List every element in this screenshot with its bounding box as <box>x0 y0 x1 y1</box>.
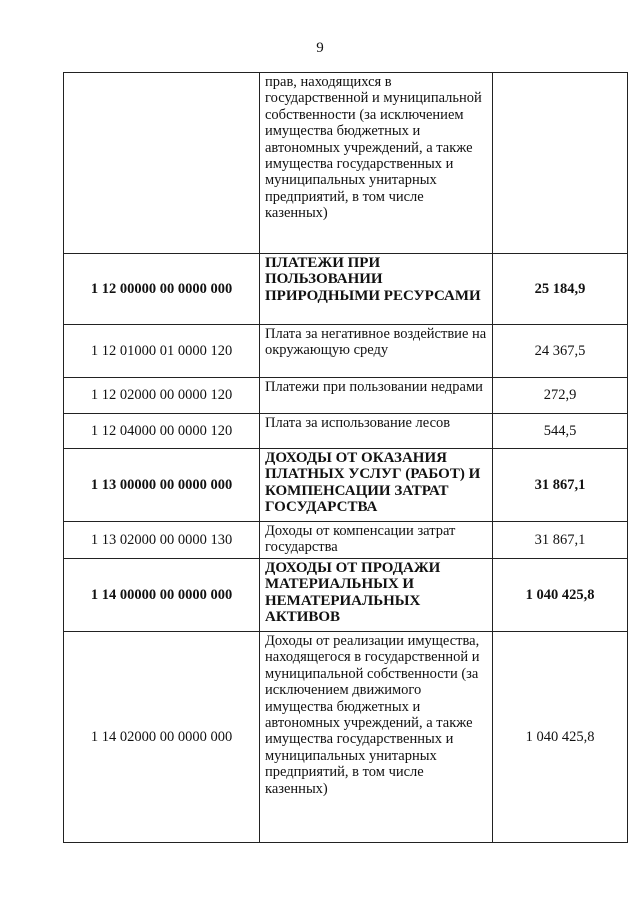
revenue-name: прав, находящихся в государственной и муниципальной собственности (за исключением имущества бюджетных и автономных учреждений, а также имущества государственных и муниципальных унитарных предприятий, в том числе казенных) <box>260 73 493 254</box>
revenue-amount: 31 867,1 <box>493 449 628 522</box>
revenue-amount: 1 040 425,8 <box>493 559 628 632</box>
revenue-name: ПЛАТЕЖИ ПРИ ПОЛЬЗОВАНИИ ПРИРОДНЫМИ РЕСУРСАМИ <box>260 254 493 325</box>
table-row <box>64 632 628 843</box>
table-row <box>64 325 628 378</box>
table-row <box>64 559 628 632</box>
revenue-amount: 31 867,1 <box>493 522 628 559</box>
table-row <box>64 378 628 414</box>
table-row <box>64 73 628 254</box>
revenue-name: Плата за использование лесов <box>260 414 493 449</box>
revenue-name: Доходы от компенсации затрат государства <box>260 522 493 559</box>
budget-code: 1 12 00000 00 0000 000 <box>64 254 260 325</box>
budget-code <box>64 73 260 254</box>
budget-code: 1 12 02000 00 0000 120 <box>64 378 260 414</box>
table-row <box>64 449 628 522</box>
revenue-amount: 24 367,5 <box>493 325 628 378</box>
budget-code: 1 12 01000 01 0000 120 <box>64 325 260 378</box>
budget-code: 1 12 04000 00 0000 120 <box>64 414 260 449</box>
revenue-amount <box>493 73 628 254</box>
table-row <box>64 522 628 559</box>
budget-code: 1 14 02000 00 0000 000 <box>64 632 260 843</box>
revenue-name: ДОХОДЫ ОТ ПРОДАЖИ МАТЕРИАЛЬНЫХ И НЕМАТЕРИАЛЬНЫХ АКТИВОВ <box>260 559 493 632</box>
revenue-name: Платежи при пользовании недрами <box>260 378 493 414</box>
revenue-amount: 1 040 425,8 <box>493 632 628 843</box>
table-row <box>64 254 628 325</box>
revenue-name: Доходы от реализации имущества, находящегося в государственной и муниципальной собственности (за исключением движимого имущества бюджетных и автономных учреждений, а также имущества государственных и муниципальных унитарных предприятий, в том числе казенных) <box>260 632 493 843</box>
revenue-name: Плата за негативное воздействие на окружающую среду <box>260 325 493 378</box>
revenue-amount: 544,5 <box>493 414 628 449</box>
revenue-table <box>63 72 628 843</box>
budget-code: 1 13 02000 00 0000 130 <box>64 522 260 559</box>
table-row <box>64 414 628 449</box>
budget-code: 1 14 00000 00 0000 000 <box>64 559 260 632</box>
revenue-amount: 272,9 <box>493 378 628 414</box>
revenue-name: ДОХОДЫ ОТ ОКАЗАНИЯ ПЛАТНЫХ УСЛУГ (РАБОТ) И КОМПЕНСАЦИИ ЗАТРАТ ГОСУДАРСТВА <box>260 449 493 522</box>
revenue-amount: 25 184,9 <box>493 254 628 325</box>
budget-code: 1 13 00000 00 0000 000 <box>64 449 260 522</box>
page-number: 9 <box>316 40 324 56</box>
